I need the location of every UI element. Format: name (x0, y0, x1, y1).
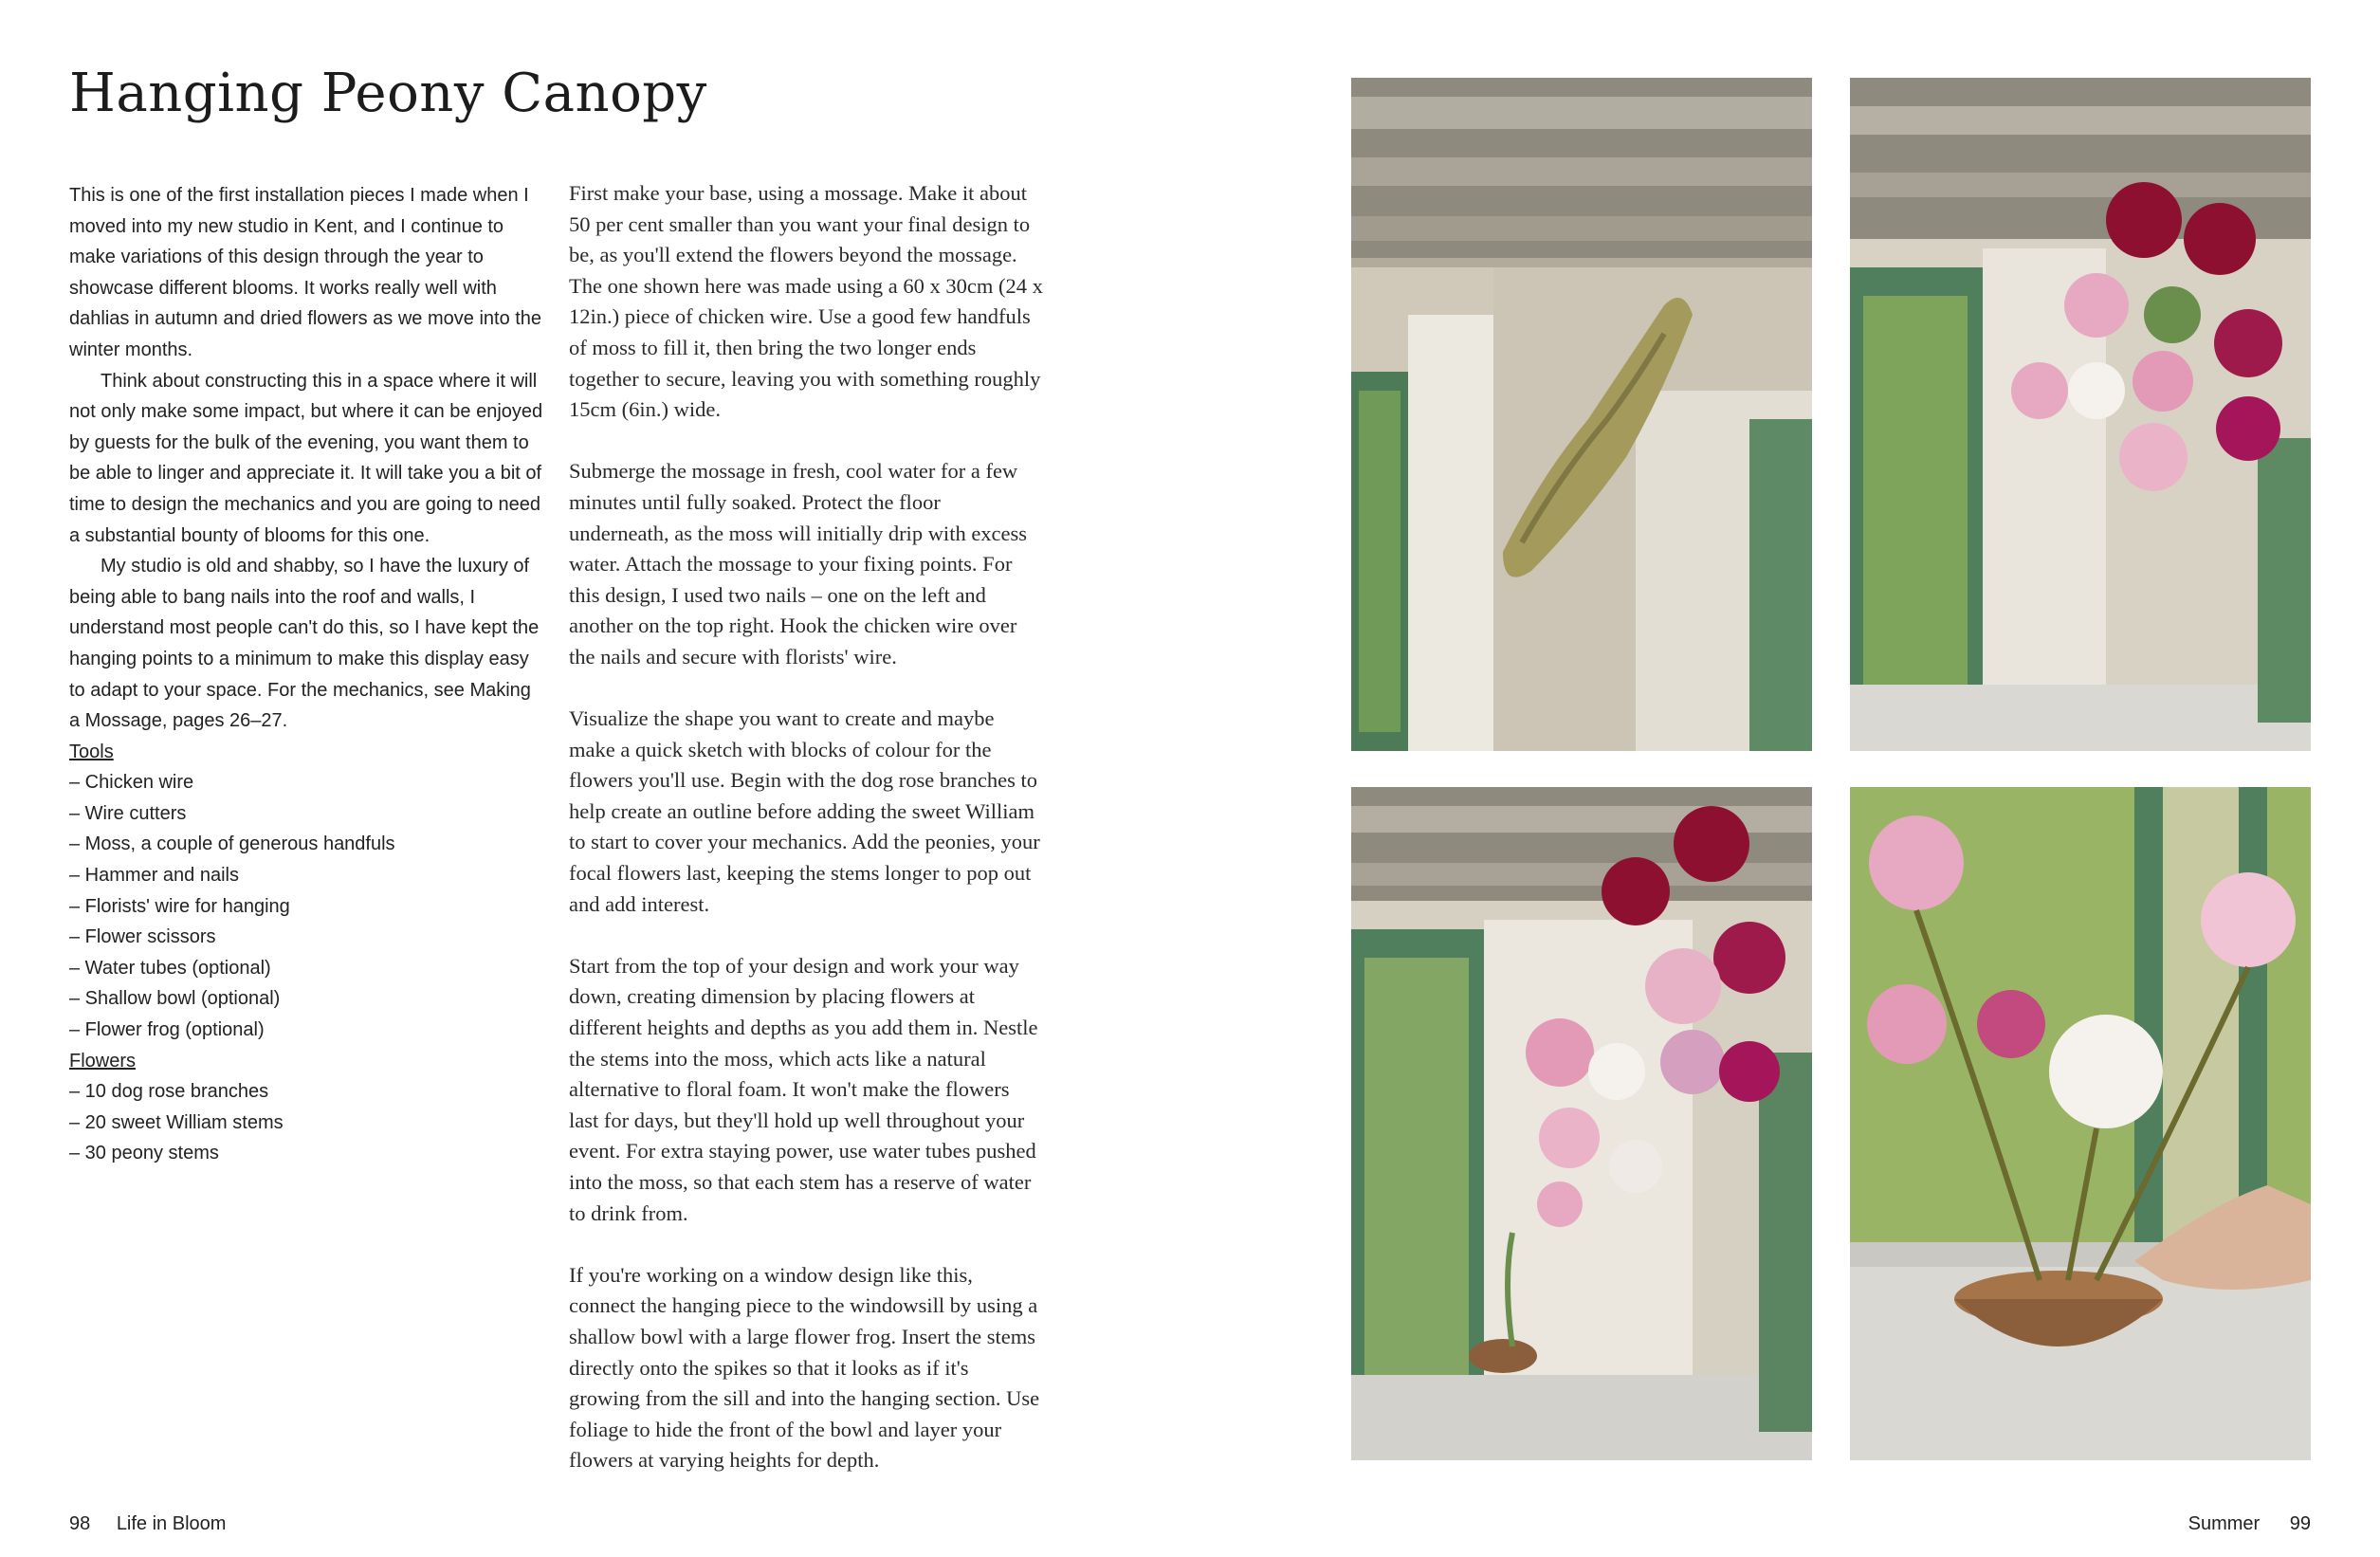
list-item: – Flower scissors (69, 926, 216, 948)
list-item: – 20 sweet William stems (69, 1111, 284, 1133)
method-paragraph: First make your base, using a mossage. Make it about 50 per cent smaller than you want your final design to be, as you'll extend the flowers beyond the mossage. The one shown here was made using a 60 x 30cm (24 x 12in.) piece of chicken wire. Use a good few handfuls of moss to fill it, then bring the two longer ends together to secure, leaving you with something roughly 15cm (6in.) wide. (569, 181, 1043, 422)
method-column (569, 178, 1043, 1508)
list-item: – Chicken wire (69, 772, 194, 794)
list-item: – Florists' wire for hanging (69, 895, 290, 917)
flowers-list (69, 1076, 543, 1169)
folio-left (69, 1513, 226, 1535)
method-paragraph: If you're working on a window design like this, connect the hanging piece to the windowsill by using a shallow bowl with a large flower frog. Insert the stems directly onto the spikes so that it looks as if it's growing from the sill and into the hanging section. Use foliage to hide the front of the bowl and layer your flowers at varying heights for depth. (569, 1262, 1040, 1473)
photo-hanging-blooms (1850, 78, 2311, 751)
list-item: – Wire cutters (69, 802, 187, 824)
intro-column (69, 180, 543, 1169)
method-paragraph: Visualize the shape you want to create and maybe make a quick sketch with blocks of colour for the flowers you'll use. Begin with the dog rose branches to help create an outline before adding the sweet William to start to cover your mechanics. Add the peonies, your focal flowers last, keeping the stems longer to pop out and add interest. (569, 706, 1040, 916)
method-paragraph: Submerge the mossage in fresh, cool water for a few minutes until fully soaked. Protect the floor underneath, as the moss will initially drip with excess water. Attach the mossage to your fixing points. For this design, I used two nails – one on the left and another on the top right. Hook the chicken wire over the nails and secure with florists' wire. (569, 459, 1028, 669)
photo-window-display (1351, 787, 1812, 1460)
list-item: – 30 peony stems (69, 1143, 219, 1164)
list-item: – Shallow bowl (optional) (69, 988, 281, 1010)
page-title: Hanging Peony Canopy (69, 63, 707, 124)
running-title-right: Summer (2188, 1513, 2261, 1534)
tools-heading: Tools (69, 741, 114, 762)
tools-list (69, 767, 543, 1045)
page-number-left: 98 (69, 1513, 91, 1534)
list-item: – Water tubes (optional) (69, 957, 271, 979)
list-item: – 10 dog rose branches (69, 1081, 269, 1103)
list-item: – Moss, a couple of generous handfuls (69, 833, 395, 855)
intro-paragraph: Think about constructing this in a space where it will not only make some impact, but where it can be enjoyed by guests for the bulk of the evening, you want them to be able to linger and appreciate it. It will take you a bit of time to design the mechanics and you are going to need a substantial bounty of blooms for this one. (69, 370, 543, 546)
running-title-left: Life in Bloom (116, 1513, 227, 1534)
photo-peonies-bowl (1850, 787, 2311, 1460)
list-item: – Hammer and nails (69, 865, 239, 887)
folio-right (2188, 1513, 2311, 1535)
page-number-right: 99 (2289, 1513, 2311, 1534)
intro-paragraph: This is one of the first installation pieces I made when I moved into my new studio in Kent, and I continue to make variations of this design through the year to showcase different blooms. It works really well with dahlias in autumn and dried flowers as we move into the winter months. (69, 185, 542, 360)
flowers-heading: Flowers (69, 1050, 137, 1072)
list-item: – Flower frog (optional) (69, 1019, 265, 1041)
photo-mossage-hanging (1351, 78, 1812, 751)
method-paragraph: Start from the top of your design and work your way down, creating dimension by placing flowers at different heights and depths as you add them in. Nestle the stems into the moss, which acts like a natural alternative to floral foam. It won't make the flowers last for days, but they'll hold up well throughout your event. For extra staying power, use water tubes pushed into the moss, so that each stem has a reserve of water to drink from. (569, 953, 1038, 1225)
intro-paragraph: My studio is old and shabby, so I have the luxury of being able to bang nails into the roof and walls, I understand most people can't do this, so I have kept the hanging points to a minimum to make this display easy to adapt to your space. For the mechanics, see Making a Mossage, pages 26–27. (69, 556, 540, 732)
